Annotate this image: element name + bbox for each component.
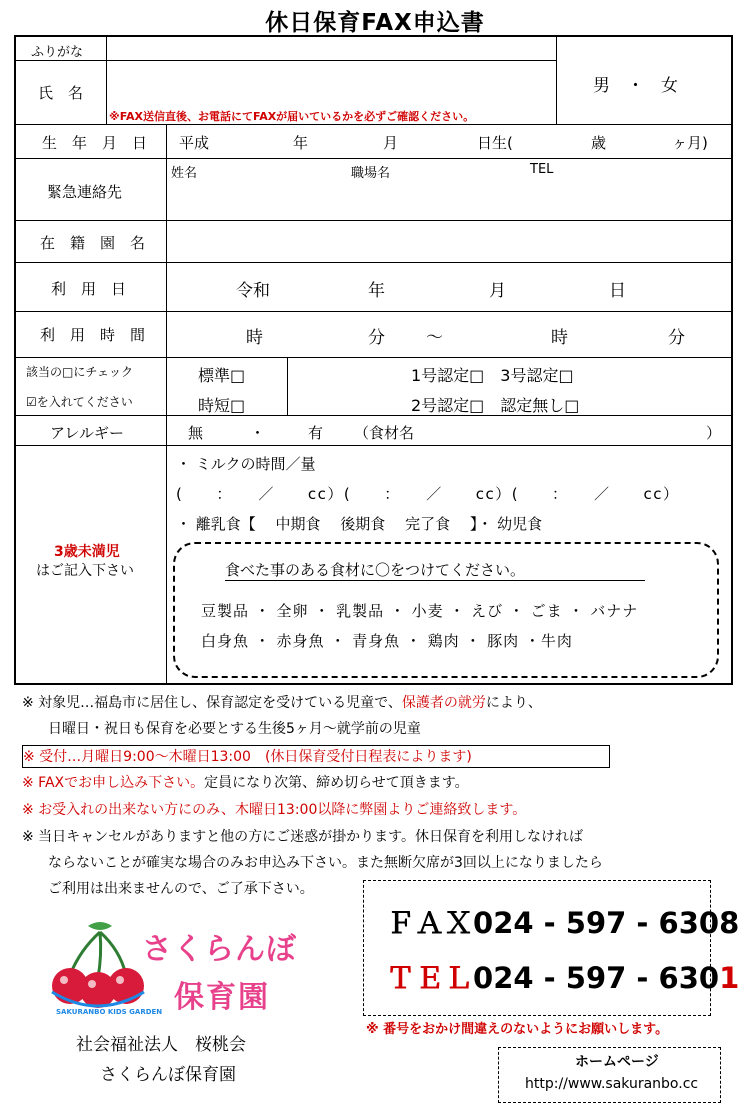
allergy-close: ） (706, 424, 722, 442)
note-cancel-1: ※ 当日キャンセルがありますと他の方にご迷惑が掛かります。休日保育を利用しなければ (22, 829, 584, 845)
fax-notice: ※FAX送信直後、お電話にてFAXが届いているかを必ずご確認ください。 (109, 110, 475, 123)
foods-row-2: 白身魚 ・ 赤身魚 ・ 青身魚 ・ 鶏肉 ・ 豚肉 ・牛肉 (201, 632, 573, 650)
note-target-2: 日曜日・祝日も保育を必要とする生後5ヶ月～就学前の児童 (48, 721, 421, 737)
logo-text-sakuranbo: さくらんぼ (142, 932, 297, 967)
logo-text-hoikuen: 保育園 (174, 980, 270, 1015)
standard-checkbox[interactable]: 標準□ (198, 366, 246, 385)
furigana-label: ふりがな (31, 45, 84, 60)
eaten-foods-title: 食べた事のある食材に〇をつけてください。 (225, 561, 526, 579)
homepage-box (498, 1047, 721, 1103)
emergency-work: 職場名 (351, 166, 391, 181)
check-instruction-1: 該当の□にチェック (26, 365, 133, 379)
birth-day: 日生( (477, 134, 513, 152)
birth-months: ヶ月) (672, 134, 708, 152)
name-label: 氏 名 (38, 84, 84, 102)
use-date-day: 日 (609, 281, 626, 301)
birth-year: 年 (293, 134, 309, 152)
logo-ring-text: SAKURANBO KIDS GARDEN (56, 1008, 163, 1016)
homepage-link[interactable]: http://www.sakuranbo.cc (525, 1076, 699, 1092)
allergy-yes[interactable]: 有 (308, 424, 324, 442)
note-reception: ※ 受付…月曜日9:00～木曜日13:00 (休日保育受付日程表によります) (22, 745, 610, 768)
allergy-dot: ・ (250, 424, 266, 442)
school-label: 在 籍 園 名 (40, 234, 146, 252)
emergency-label: 緊急連絡先 (47, 183, 123, 201)
use-time-min1: 分 (368, 328, 385, 348)
gender-choice[interactable]: 男 ・ 女 (593, 76, 678, 96)
allergy-label: アレルギー (50, 424, 125, 442)
milk-line: ( ： ／ cc）( ： ／ cc）( ： ／ cc） (176, 485, 680, 503)
use-time-tilde: ～ (426, 328, 443, 348)
note-fax: ※ FAXでお申し込み下さい。定員になり次第、締め切らせて頂きます。 (22, 775, 469, 791)
kindergarten-logo (40, 920, 340, 1020)
emergency-tel: TEL (530, 162, 554, 177)
birth-month: 月 (383, 134, 399, 152)
foods-row-1: 豆製品 ・ 全卵 ・ 乳製品 ・ 小麦 ・ えび ・ ごま ・ バナナ (201, 602, 639, 620)
infant-instruction: はご記入下さい (36, 563, 134, 579)
weaning-food-line: ・ 離乳食【 中期食 後期食 完了食 】・ 幼児食 (176, 515, 543, 533)
note-contact: ※ お受入れの出来ない方にのみ、木曜日13:00以降に弊園よりご連絡致します。 (22, 802, 527, 818)
eaten-foods-box (173, 542, 719, 678)
contact-warning: ※ 番号をおかけ間違えのないようにお願いします。 (366, 1022, 669, 1037)
use-time-min2: 分 (668, 328, 685, 348)
allergy-food-label: （食材名 (354, 424, 415, 442)
tel-number: ＴＥＬ024 - 597 - 6301 (386, 961, 740, 995)
use-time-hour1: 時 (246, 328, 263, 348)
use-date-year: 年 (368, 281, 385, 301)
page-title: 休日保育FAX申込書 (265, 10, 485, 36)
org-name: 社会福祉法人 桜桃会 (76, 1035, 246, 1055)
school-name: さくらんぼ保育園 (100, 1065, 236, 1085)
note-cancel-3: ご利用は出来ませんので、ご了承下さい。 (48, 881, 314, 897)
note-cancel-2: ならないことが確実な場合のみお申込み下さい。また無断欠席が3回以上になりましたら (48, 855, 603, 871)
emergency-name: 姓名 (171, 166, 198, 181)
cert-row-2[interactable]: 2号認定□ 認定無し□ (411, 396, 580, 415)
use-date-month: 月 (489, 281, 506, 301)
use-date-era: 令和 (236, 281, 270, 301)
birth-label: 生 年 月 日 (42, 134, 148, 152)
use-time-hour2: 時 (551, 328, 568, 348)
cert-row-1[interactable]: 1号認定□ 3号認定□ (411, 366, 574, 385)
birth-age: 歳 (591, 134, 607, 152)
contact-box (363, 880, 740, 1016)
milk-label: ・ ミルクの時間／量 (176, 455, 316, 473)
check-instruction-2: ☑を入れてください (26, 395, 133, 409)
homepage-label: ホームページ (575, 1054, 659, 1070)
use-date-label: 利 用 日 (51, 280, 127, 298)
infant-label: 3歳未満児 (54, 544, 120, 560)
fax-number: ＦＡＸ024 - 597 - 6308 (386, 906, 740, 940)
application-form (14, 35, 733, 685)
birth-era: 平成 (179, 134, 210, 152)
allergy-none[interactable]: 無 (188, 424, 204, 442)
short-checkbox[interactable]: 時短□ (198, 396, 246, 415)
use-time-label: 利 用 時 間 (40, 326, 146, 344)
note-target: ※ 対象児…福島市に居住し、保育認定を受けている児童で、保護者の就労により、 (22, 695, 542, 711)
